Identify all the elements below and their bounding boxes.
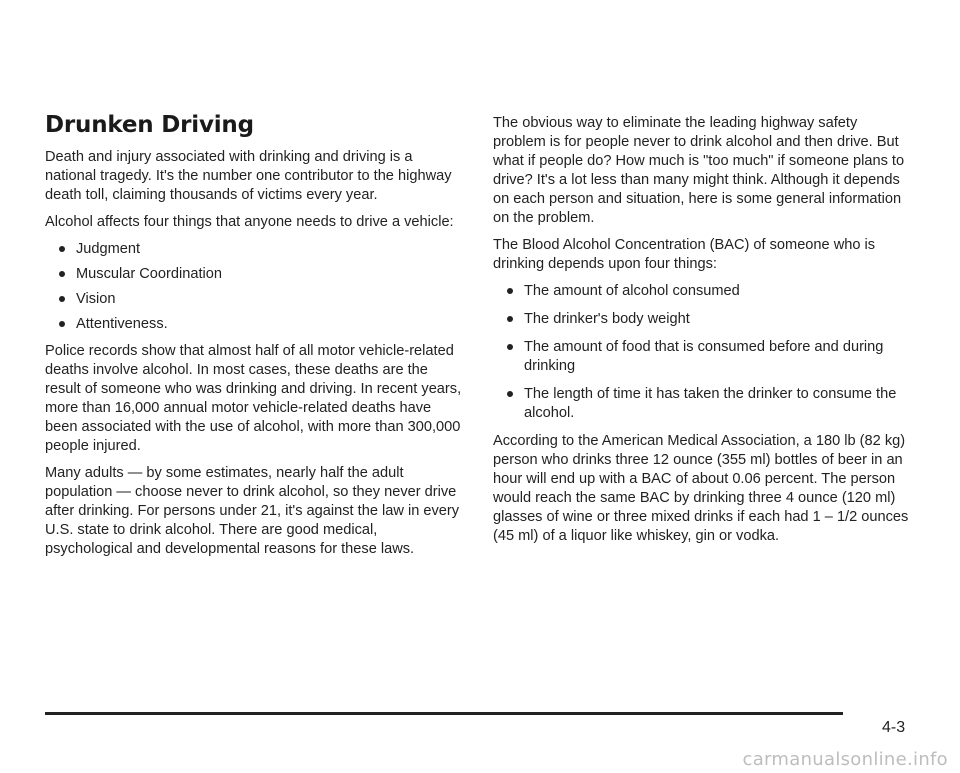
list-item	[493, 310, 913, 329]
bullet-icon	[59, 246, 65, 252]
paragraph-many-adults: Many adults — by some estimates, nearly half the adult population — choose never to drink alcohol, so they never drive after drinking. For persons under 21, it's against the law in every U.S. state to drink alcohol. There are good medical, psychological and developmental reasons for these laws.	[45, 465, 460, 557]
list-item-text: The length of time it has taken the drinker to consume the alcohol.	[524, 386, 897, 421]
list-item-text: Judgment	[76, 241, 141, 257]
list-item	[45, 290, 463, 309]
paragraph-alcohol-affects: Alcohol affects four things that anyone needs to drive a vehicle:	[45, 214, 454, 230]
page-title: Drunken Driving	[45, 112, 254, 138]
list-item-text: Attentiveness.	[76, 316, 168, 332]
bullet-icon	[507, 344, 513, 350]
list-item	[45, 315, 463, 334]
list-item-text: Vision	[76, 291, 116, 307]
bullet-icon	[507, 288, 513, 294]
bullet-icon	[59, 321, 65, 327]
paragraph-intro: Death and injury associated with drinking and driving is a national tragedy. It's the number one contributor to the highway death toll, claiming thousands of victims every year.	[45, 149, 452, 203]
bullet-icon	[59, 296, 65, 302]
left-column	[45, 112, 463, 567]
paragraph-police-records: Police records show that almost half of all motor vehicle-related deaths involve alcohol. In most cases, these deaths are the result of someone who was drinking and driving. In recent years, more than 16,000 annual motor vehicle-related deaths have been associated with the use of alcohol, with more than 300,000 people injured.	[45, 343, 462, 454]
bullet-icon	[59, 271, 65, 277]
alcohol-effects-list	[45, 240, 463, 334]
list-item-text: The amount of food that is consumed before and during drinking	[524, 339, 884, 374]
bullet-icon	[507, 316, 513, 322]
list-item	[493, 282, 913, 301]
paragraph-bac: The Blood Alcohol Concentration (BAC) of someone who is drinking depends upon four things:	[493, 237, 876, 272]
bullet-icon	[507, 391, 513, 397]
list-item	[45, 265, 463, 284]
paragraph-ama: According to the American Medical Association, a 180 lb (82 kg) person who drinks three 12 ounce (355 ml) bottles of beer in an hour will end up with a BAC of about 0.06 percent. The person would reach the same BAC by drinking three 4 ounce (120 ml) glasses of wine or three mixed drinks if each had 1 – 1/2 ounces (45 ml) of a liquor like whiskey, gin or vodka.	[493, 433, 909, 544]
list-item-text: Muscular Coordination	[76, 266, 223, 282]
list-item	[45, 240, 463, 259]
list-item-text: The amount of alcohol consumed	[524, 283, 740, 299]
footer-rule	[45, 712, 843, 715]
watermark: carmanualsonline.info	[742, 749, 948, 770]
page-number: 4-3	[882, 719, 906, 736]
list-item-text: The drinker's body weight	[524, 311, 690, 327]
list-item	[493, 385, 913, 423]
right-column	[493, 114, 913, 554]
paragraph-obvious-way: The obvious way to eliminate the leading highway safety problem is for people never to drink alcohol and then drive. But what if people do? How much is "too much" if someone plans to drive? It's a lot less than many might think. Although it depends on each person and situation, here is some general information on the problem.	[493, 115, 905, 226]
bac-factors-list	[493, 282, 913, 423]
list-item	[493, 338, 913, 376]
